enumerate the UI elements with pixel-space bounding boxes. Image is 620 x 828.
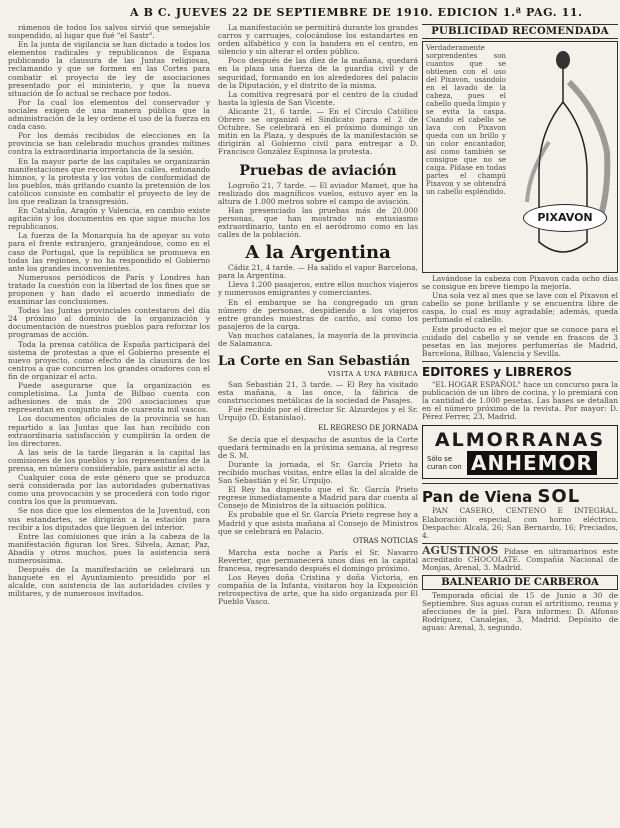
paragraph: Se nos dice que los elementos de la Juventud, con sus estandartes, se dirigirán a la estación para recibir a los diputados que lleguen del interior.	[8, 506, 210, 532]
paragraph: Este producto es el mejor que se conoce para el cuidado del cabello y se vende en frascos de 3 pesetas en las mejores perfumerías de Madrid, Barcelona, Bilbao, Valencia y Sevilla.	[422, 324, 618, 358]
paragraph: A las seis de la tarde llegarán a la capital las comisiones de los pueblos y los representantes de la prensa, en número considerable, para asistir al acto.	[8, 447, 210, 473]
paragraph: Todas las Juntas provinciales contestaron del día 24 próximo al dominio de la organización y documentación de nuestros pueblos para reforzar los programas de acción.	[8, 306, 210, 340]
balneario-headline: BALNEARIO DE CARBEROA	[422, 575, 618, 590]
aviation-paragraphs	[218, 182, 418, 240]
paragraph: En Ia mayor parte de las capitales se organizarán manifestaciones que recorrerán las calles, entonando himnos, y la protesta y los votos de conformidad de los pueblos, más gritando cuanto la pretensión de los católicos consiste en combatir el proyecto de ley de los que realizan la transgresión.	[8, 156, 210, 206]
paragraph: La fuerza de Ia Monarquía ha de apoyar su voto para el frente extranjero, granjeándose, como en el caso de Portugal, que la república se promueva en todas las regiones, y no ha respondido el Gobierno ante los grandes inconvenientes.	[8, 231, 210, 273]
paragraph: Los documentos oficiales de la provincia se han repartido a las Juntas que Ias han recibido con extraordinaria satisfacción y cumplirán la orden de los directores.	[8, 414, 210, 448]
paragraph: Los Reyes doña Cristina y doña Victoria, en compañía de la Infanta, visitaron hoy la Exposición retrospectiva de arte, que ha sido organizada por El Pueblo Vasco.	[218, 572, 418, 607]
divider	[422, 361, 618, 362]
alicante-report: Alicante 21, 6 tarde. — En el Círculo Católico Obrero se organizó el Sindicato para el 2 de Octubre. Se celebrará en el próximo domingo un mitin en la Plaza, y después de la manifestación se dirigirán al Gobierno civil para entregar a D. Francisco González Espinosa la protesta.	[218, 106, 418, 157]
paragraph: El Rey ha dispuesto que el Sr. García Prieto regrese inmediatamente a Madrid para dar cuenta al Consejo de Ministros de la situación política.	[218, 485, 418, 511]
paragraph: Poco después de las diez de la mañana, quedará en la plaza una fuerza de la guardia civil y de seguridad, formando en los alrededores del palacio de la Diputación, y el distrito de la misma.	[218, 56, 418, 90]
aviation-headline: Pruebas de aviación	[239, 162, 397, 179]
paragraph: Logroño 21, 7 tarde. — El aviador Mamet, que ha realizado dos magníficos vuelos, estuvo ayer en la altura de 1.000 metros sobre el campo de aviación.	[218, 180, 418, 206]
corte-headline: La Corte en San Sebastián	[218, 354, 411, 370]
corte-paragraphs-3	[218, 549, 418, 607]
balneario-text: Temporada oficial de 15 de Junio a 30 de Septiembre. Sus aguas curan el artritismo, reuma y afecciones de la piel. Para informes: D. Alfonso Rodríguez, Canalejas, 3, Madrid. Depósito de aguas: Arenal, 3, segundo.	[422, 591, 618, 633]
corte-paragraphs-2	[218, 436, 418, 536]
paragraph: Es probable que el Sr. García Prieto regrese hoy a Madrid y que asista mañana al Consejo de Ministros que se celebrará en Palacio.	[218, 510, 418, 536]
column-3-fragments	[422, 275, 618, 358]
paragraph: Marcha esta noche a París el Sr. Navarro Reverter, que permanecerá unos días en la capital francesa, regresando después el domingo próximo.	[218, 547, 418, 573]
paragraph: Cádiz 21, 4 tarde. — Ha salido el vapor Barcelona, para la Argentina.	[218, 263, 418, 281]
pixavon-illustration	[509, 42, 617, 272]
bottle-icon	[509, 42, 617, 270]
publicidad-header: PUBLICIDAD RECOMENDADA	[422, 24, 618, 39]
paragraph: La manifestación se permitirá durante los grandes carros y carruajes, colocándose los estandartes en orden alfabético y con la bandera en el centro, en silencio y sin alterar el orden público.	[218, 24, 418, 57]
paragraph: Por los demás recibidos de elecciones en Ia provincia se han celebrado muchos grandes mítines contra la extraordinaria importancia de la sesión.	[8, 131, 210, 157]
column-1	[8, 24, 210, 824]
editores-headline: EDITORES y LIBREROS	[422, 364, 573, 379]
pan-sol: SOL	[537, 486, 581, 508]
corte-paragraphs	[218, 381, 418, 422]
column-2-intro	[218, 24, 418, 107]
paragraph: Van muchos catalanes, la mayoría de la provincia de Salamanca.	[218, 330, 418, 348]
anhemor-brand: ANHEMOR	[467, 451, 597, 475]
paragraph: Se decía que el despacho de asuntos de la Corte quedará terminado en la próxima semana, al regreso de S. M.	[218, 434, 418, 460]
paragraph: Cualquier cosa de este género que se produzca será considerada por las autoridades gubernativas como una provocación y se procederá con todo rigor contra los que la promuevan.	[8, 473, 210, 507]
argentina-headline: A la Argentina	[245, 242, 391, 264]
pixavon-advert	[422, 41, 618, 273]
paragraph: rámenos de todos Ios salvos sirvió que semejable suspendido, al lugar que fué "el Sastr".	[8, 24, 210, 41]
paragraph: Han presenciado las pruebas más de 20.000 personas, que han mostrado un entusiasmo extraordinario, tanto en el aeródromo como en las calles de la población.	[218, 205, 418, 240]
agustinos-text: Pídase en ultramarinos este acreditado CHOCOLATE. Compañía Nacional de Monjas, Arenal, 3. Madrid.	[422, 546, 618, 572]
paragraph: En Cataluña, Aragón y Valencia, en cambio existe agitación y los documentos en que sigue mucho los republicanos.	[8, 206, 210, 232]
masthead: A B C. JUEVES 22 DE SEPTIEMBRE DE 1910. EDICION 1.ª PAG. 11.	[130, 6, 583, 19]
agustinos-advert	[422, 543, 618, 572]
column-2	[218, 24, 418, 824]
paragraph: Numerosos periódicos de París y Londres han tratado Ia cuestión con la libertad de los fines que se proponen y han dado el acuerdo inmediato de examinar las conclusiones.	[8, 272, 210, 307]
paragraph: Después de Ia manifestación se celebrará un banquete en el Ayuntamiento presidido por el alcalde, con asistencia de las autoridades civiles y militares, y de numerosos invitados.	[8, 565, 210, 599]
editores-text: "EL HOGAR ESPAÑOL" hace un concurso para la publicación de un libro de cocina, y lo premiará con la cantidad de 1.000 pesetas. Las bases se detallan en el número próximo de la revista. Por mayor: D. Pérez Ferrer, 23, Madrid.	[422, 379, 618, 422]
paragraph: La comitiva regresará por el centro de la ciudad hasta la iglesia de San Vicente.	[218, 89, 418, 107]
column-1-paragraphs	[8, 24, 210, 598]
paragraph: Entre las comisiones que irán a Ia cabeza de la manifestación figuran los Sres. Silvela, Aznar, Paz, Abadía y otros muchos, pues la asistencia será numerosísima.	[8, 531, 210, 565]
paragraph: San Sebastián 21, 3 tarde. — El Rey ha visitado esta mañana, a las once, la fábrica de construcciones metálicas de la sociedad de Pasajes.	[218, 380, 418, 406]
paragraph: En Ia junta de vigilancia se han dictado a todos los elementos radicales y republicanos de Espana publicando la clausura de las Juntas religiosas, reclamando y que se formen en las Cortes para combatir el proyecto de ley de asociaciones presentado por el ministerio, y que Ia nueva situación de Io actual se rechace por todos.	[8, 40, 210, 98]
paragraph: Fué recibido por el director Sr. Alzurdejos y el Sr. Urquijo (D. Estanislao).	[218, 405, 418, 423]
pan-viena-advert	[422, 483, 618, 543]
paragraph: Por Ia cual los elementos del conservador y sociales exigen de una manera pública que la administración de la ley ordene el uso de la fuerza en cada caso.	[8, 97, 210, 132]
almorranas-solo: Sólo se curan con	[427, 455, 462, 472]
paragraph: Lleva 1.200 pasajeros, entre ellos muchos viajeros y numerosos emigrantes y comerciantes.	[218, 280, 418, 298]
paragraph: Puede asegurarse que Ia organización es completísima. La Junta de Bilbao cuenta con adhesiones de más de 200 asociaciones que representan en conjunto más de cuarenta mil vascos.	[8, 381, 210, 415]
paragraph: En el embarque se ha congregado un gran número de personas, despidiendo a los viajeros entre grandes muestras de cariño, así como los pasajeros de la carga.	[218, 297, 418, 331]
pan-text: PAN CASERO, CENTENO E INTEGRAL. Elaboración especial, con horno eléctrico. Despacho: Alcalá, 26; San Bernardo, 16; Preciados, 4.	[422, 506, 618, 540]
almorranas-title: ALMORRANAS	[434, 429, 606, 452]
pixavon-ad-text: Verdaderamente sorprendentes son cuantos que se obtienen con el uso del Pixavon, usándolo en el lavado de la cabeza, pues el cabello queda limpio y se evita la caspa. Cuando el cabello se lava con Pixavon queda con un brillo y un color encantador, así como también se consigue que no se caiga. Pídase en todas partes el champú Pixavon y se obtendrá un cabello espléndido.	[426, 44, 506, 196]
jornada-subhead: EL REGRESO DE JORNADA	[318, 423, 418, 432]
paragraph: Durante la jornada, el Sr. García Prieto ha recibido muchas visitas, entre ellas la del alcalde de San Sebastián y el Sr. Urquijo.	[218, 459, 418, 486]
paragraph: Toda la prensa católica de España participará del sistema de protestas a que el Gobierno presente el nuevo proyecto, como efecto de la clausura de los centros a que concurren los grandes oradores con el fin de organizar el acto.	[8, 339, 210, 381]
paragraph: Lavándose la cabeza con Pixavon cada ocho días se consigue en breve tiempo la mejoría.	[422, 274, 618, 292]
column-3	[422, 24, 618, 824]
almorranas-advert	[422, 425, 618, 479]
pan-title: Pan de Viena	[422, 488, 533, 507]
otras-subhead: OTRAS NOTICIAS	[352, 536, 418, 545]
paragraph: Una sola vez al mes que se lave con el Pixavon el cabello se pone brillante y se encuentra libre de caspa, lo cual es muy agradable; además, queda perfumado el cabello.	[422, 291, 618, 325]
pixavon-logo: PIXAVON	[523, 204, 607, 232]
argentina-paragraphs	[218, 264, 418, 348]
agustinos-title: AGUSTINOS	[422, 543, 499, 557]
corte-subtitle: VISITA A UNA FÁBRICA	[327, 370, 418, 379]
